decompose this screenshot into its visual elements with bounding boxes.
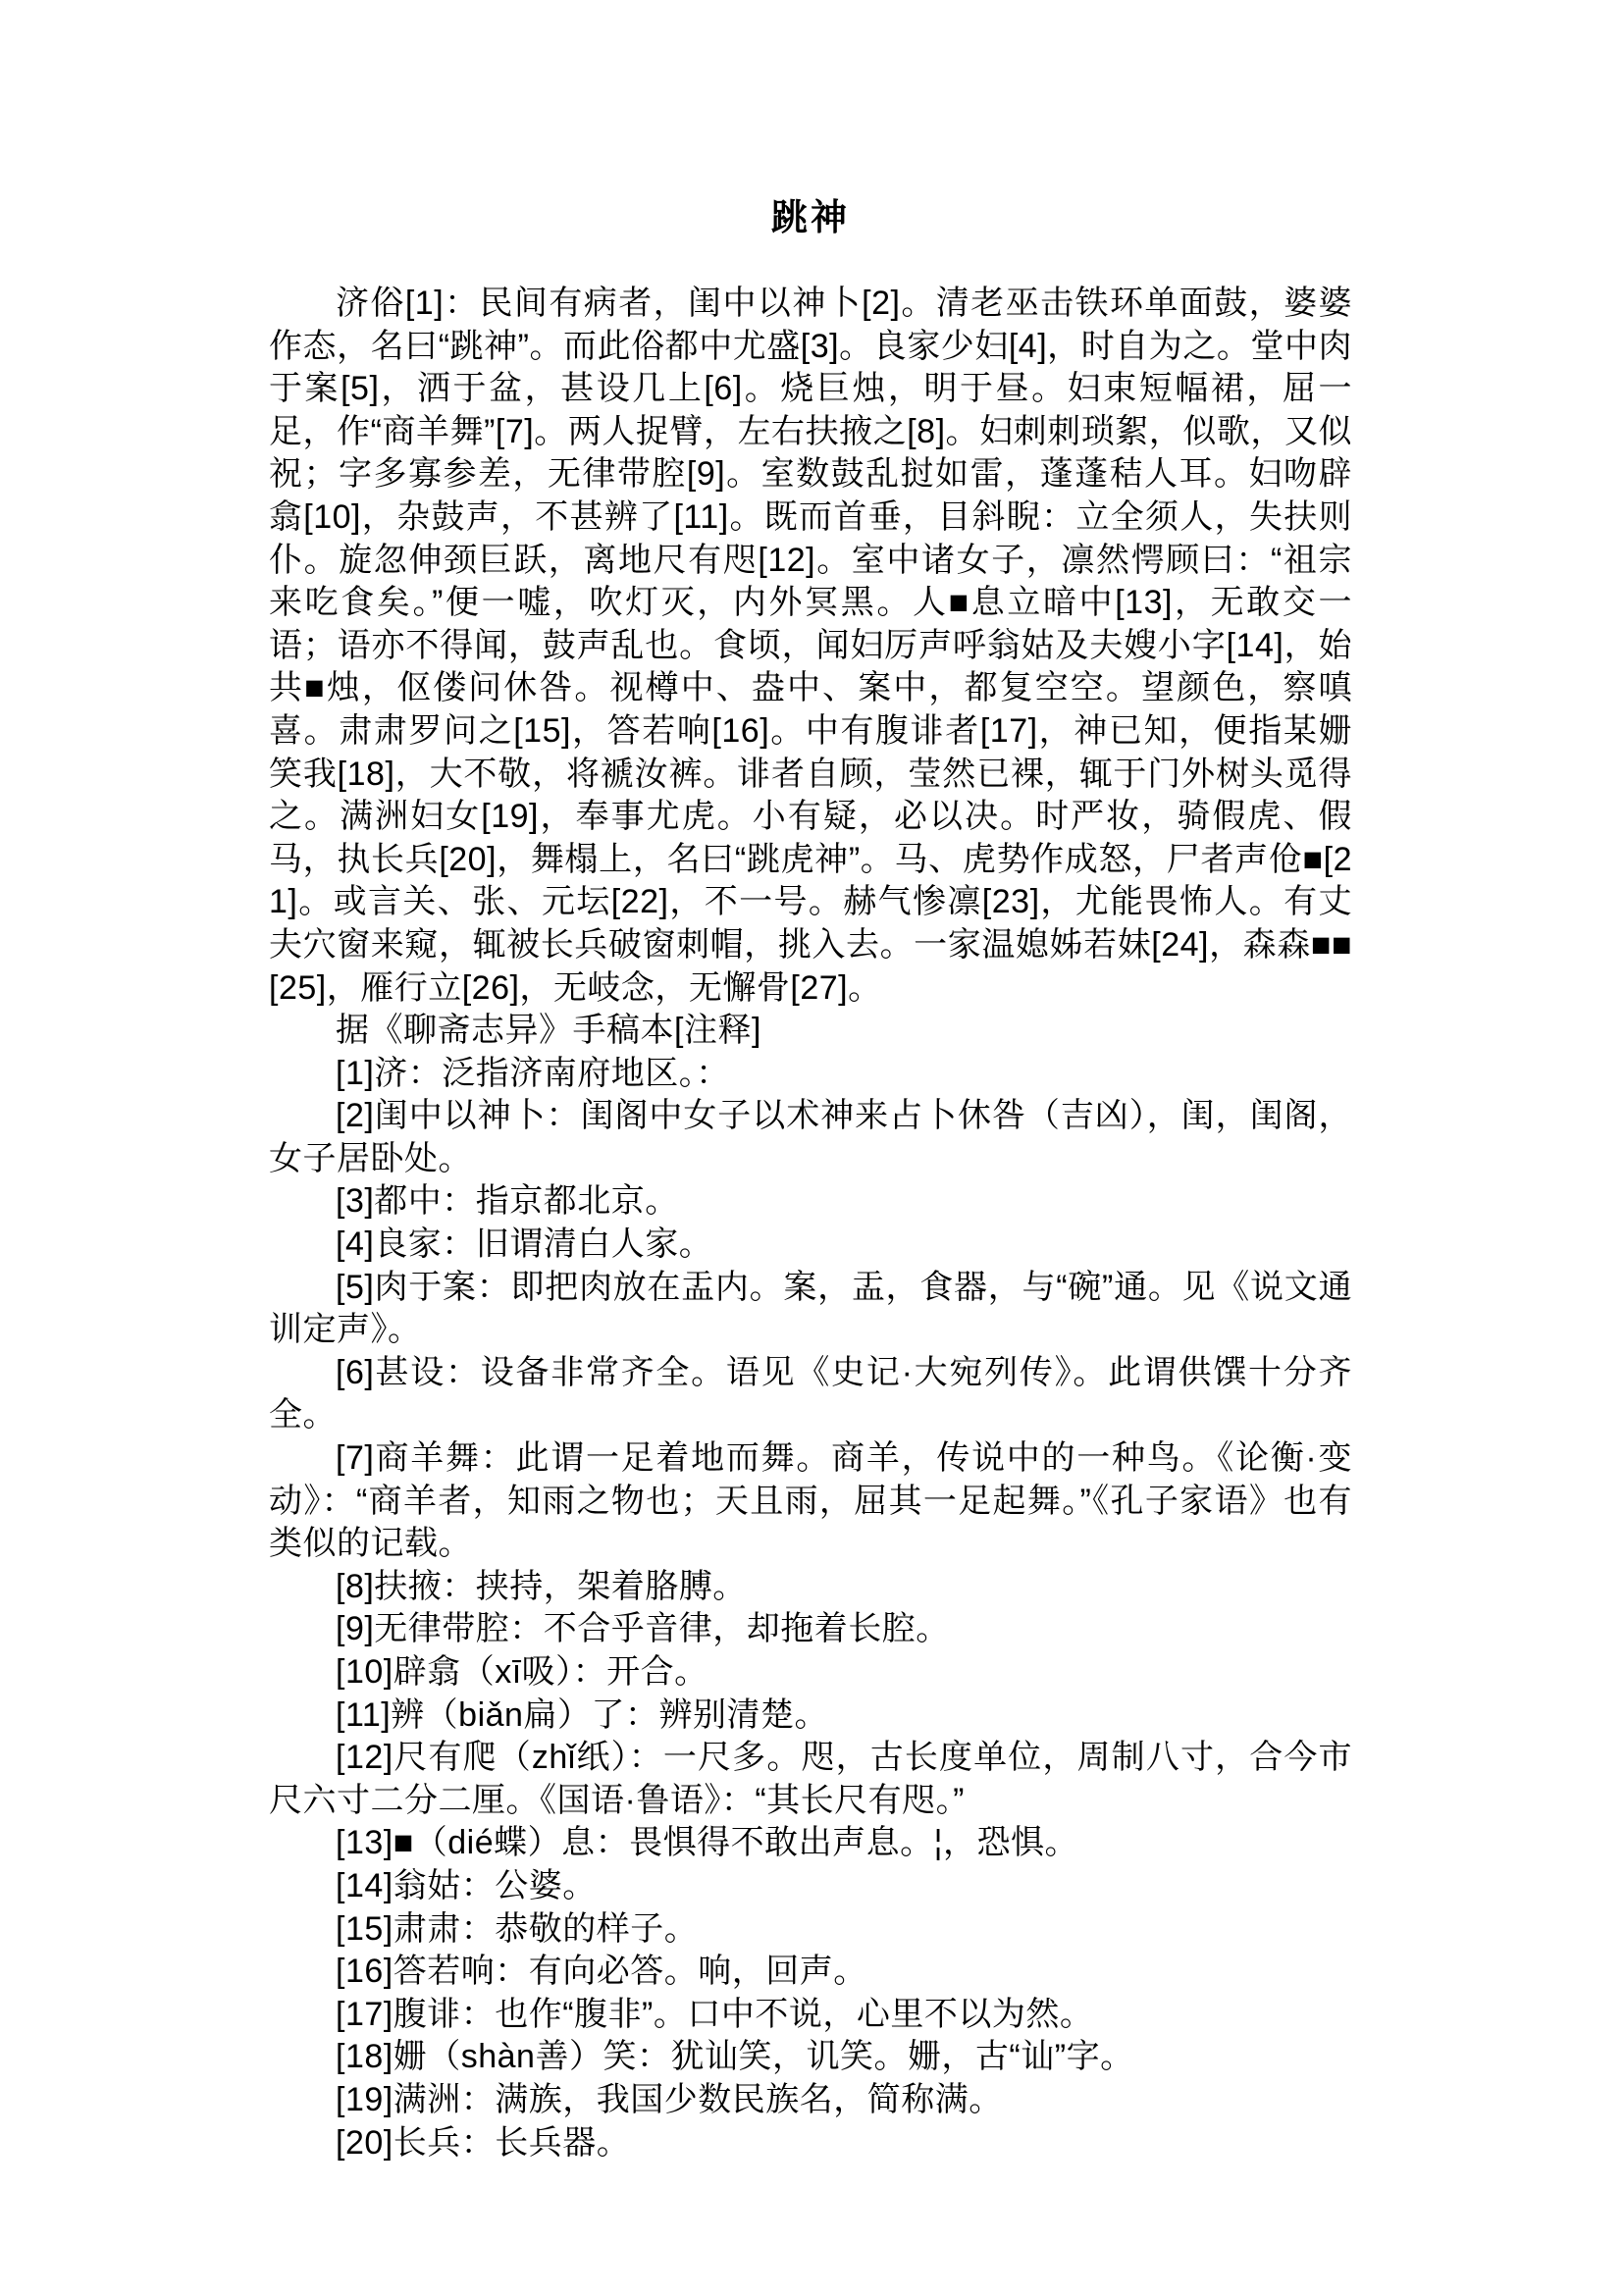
annotation-item: [6]甚设：设备非常齐全。语见《史记·大宛列传》。此谓供馔十分齐全。 xyxy=(269,1353,1352,1434)
annotation-item: [11]辨（biǎn扁）了：辨别清楚。 xyxy=(336,1695,828,1734)
annotation-item: [8]扶掖：挟持，架着胳膊。 xyxy=(336,1567,747,1605)
annotation-item: [20]长兵：长兵器。 xyxy=(336,2123,631,2162)
annotation-item: [14]翁姑：公婆。 xyxy=(336,1866,597,1904)
main-paragraph: 济俗[1]：民间有病者，闺中以神卜[2]。清老巫击铁环单面鼓，婆婆作态，名曰“跳神”。而此俗都中尤盛[3]。良家少妇[4]，时自为之。堂中肉于案[5]，洒于盆，甚设几上[6]。烧巨烛，明于昼。妇束短幅裙，屈一足，作“商羊舞”[7]。两人捉臂，左右扶掖之[8]。妇刺刺琐絮，似歌，又似祝；字多寡参差，无律带腔[9]。室数鼓乱挝如雷，蓬蓬秸人耳。妇吻辟翕[10]，杂鼓声，不甚辨了[11]。既而首垂，目斜睨：立全须人，失扶则仆。旋忽伸颈巨跃，离地尺有咫[12]。室中诸女子，凛然愕顾曰：“祖宗来吃食矣。”便一嘘，吹灯灭，内外冥黑。人■息立暗中[13]，无敢交一语；语亦不得闻，鼓声乱也。食顷，闻妇厉声呼翁姑及夫嫂小字[14]，始共■烛，伛偻问休咎。视樽中、盎中、案中，都复空空。望颜色，察嗔喜。肃肃罗问之[15]，答若响[16]。中有腹诽者[17]，神已知，便指某姗笑我[18]，大不敬，将褫汝裤。诽者自顾，莹然已裸，辄于门外树头觅得之。满洲妇女[19]，奉事尤虎。小有疑，必以决。时严妆，骑假虎、假马，执长兵[20]，舞榻上，名曰“跳虎神”。马、虎势作成怒，尸者声伧■[21]。或言关、张、元坛[22]，不一号。赫气惨凛[23]，尤能畏怖人。有丈夫穴窗来窥，辄被长兵破窗刺帽，挑入去。一家温媳姊若妹[24]，森森■■[25]，雁行立[26]，无岐念，无懈骨[27]。 xyxy=(269,285,1352,1007)
annotation-item: [1]济：泛指济南府地区。： xyxy=(336,1054,730,1092)
annotation-item: [19]满洲：满族，我国少数民族名，简称满。 xyxy=(336,2080,1003,2118)
annotation-item: [7]商羊舞：此谓一足着地而舞。商羊，传说中的一种鸟。《论衡·变动》：“商羊者，知雨之物也；天且雨，屈其一足起舞。”《孔子家语》也有类似的记载。 xyxy=(269,1439,1352,1563)
annotation-item: [16]答若响：有向必答。响，回声。 xyxy=(336,1953,867,1991)
annotation-item: [10]辟翕（xī吸）：开合。 xyxy=(336,1653,708,1691)
annotation-item: [3]都中：指京都北京。 xyxy=(336,1182,679,1221)
annotation-item: [18]姗（shàn善）笑：犹讪笑，讥笑。姗，古“讪”字。 xyxy=(336,2038,1134,2076)
annotation-item: [4]良家：旧谓清白人家。 xyxy=(336,1225,713,1264)
annotation-item: [15]肃肃：恭敬的样子。 xyxy=(336,1909,699,1948)
source-line: 据《聊斋志异》手稿本[注释] xyxy=(336,1012,761,1050)
annotation-item: [13]■（dié蝶）息：畏惧得不敢出声息。¦，恐惧。 xyxy=(336,1824,1078,1862)
annotation-item: [9]无律带腔：不合乎音律，却拖着长腔。 xyxy=(336,1610,950,1648)
annotation-item: [5]肉于案：即把肉放在盂内。案，盂，食器，与“碗”通。见《说文通训定声》。 xyxy=(269,1268,1352,1349)
page-title: 跳神 xyxy=(771,197,850,237)
annotation-item: [17]腹诽：也作“腹非”。口中不说，心里不以为然。 xyxy=(336,1995,1094,2033)
annotation-item: [2]闺中以神卜：闺阁中女子以术神来占卜休咎（吉凶），闺，闺阁，女子居卧处。 xyxy=(269,1097,1352,1177)
text-block xyxy=(269,196,1352,2164)
annotation-item: [12]尺有爬（zhǐ纸）：一尺多。咫，古长度单位，周制八寸，合今市尺六寸二分二厘。《国语·鲁语》：“其长尺有咫。” xyxy=(269,1739,1352,1819)
